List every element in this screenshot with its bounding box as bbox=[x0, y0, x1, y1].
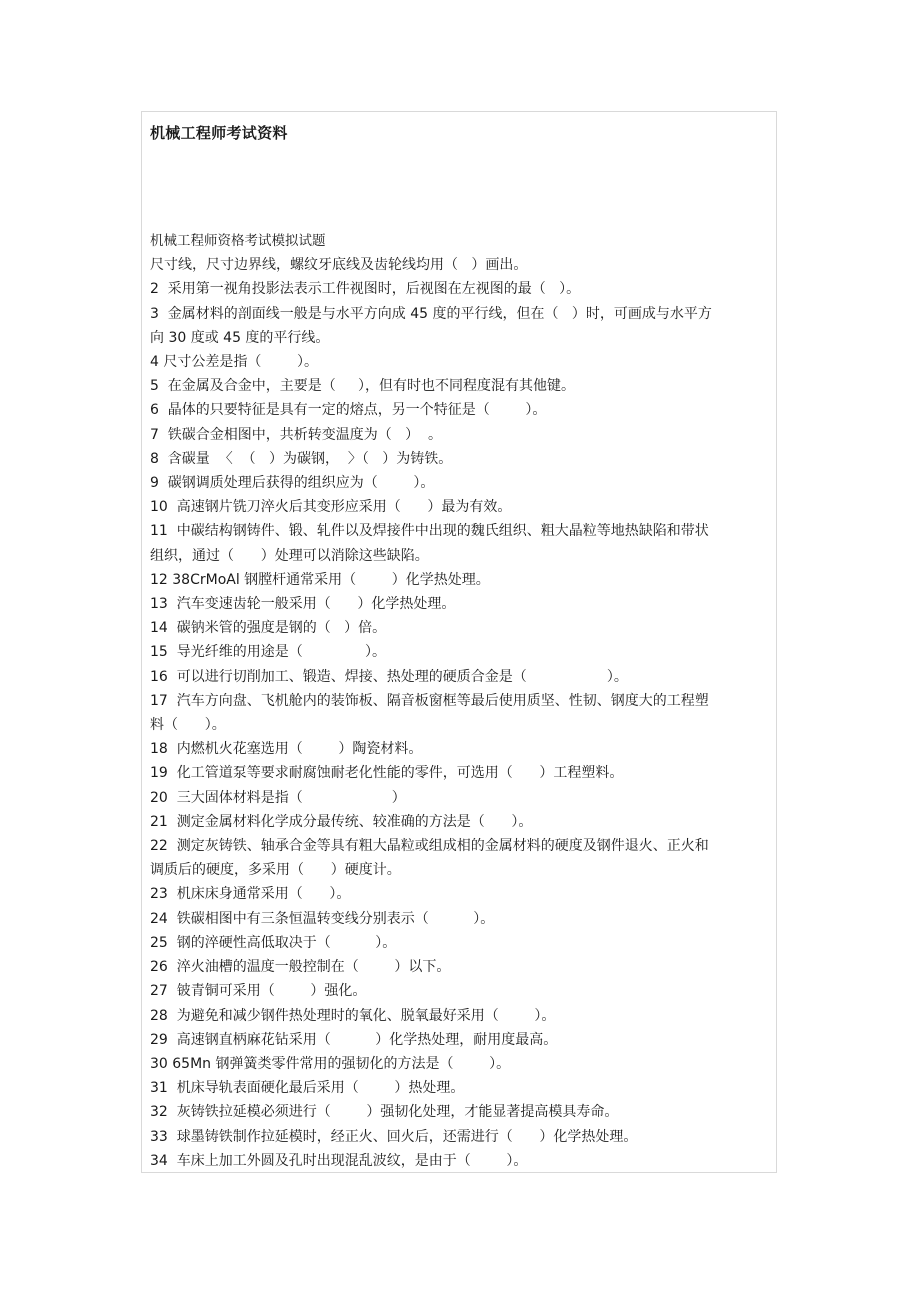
question-line: 6 晶体的只要特征是具有一定的熔点，另一个特征是（ ）。 bbox=[150, 402, 547, 419]
question-line: 17 汽车方向盘、飞机舱内的装饰板、隔音板窗框等最后使用质坚、性韧、钢度大的工程塑 bbox=[150, 692, 709, 709]
question-line: 33 球墨铸铁制作拉延模时，经正火、回火后，还需进行（ ）化学热处理。 bbox=[150, 1128, 638, 1145]
question-line: 24 铁碳相图中有三条恒温转变线分别表示（ ）。 bbox=[150, 910, 495, 927]
question-line: 21 测定金属材料化学成分最传统、较准确的方法是（ ）。 bbox=[150, 813, 533, 830]
question-line: 30 65Mn 钢弹簧类零件常用的强韧化的方法是（ ）。 bbox=[150, 1055, 511, 1072]
document-body bbox=[150, 229, 770, 1173]
question-line: 向 30 度或 45 度的平行线。 bbox=[150, 329, 330, 346]
question-line: 13 汽车变速齿轮一般采用（ ）化学热处理。 bbox=[150, 596, 456, 613]
question-line: 5 在金属及合金中，主要是（ ），但有时也不同程度混有其他键。 bbox=[150, 378, 576, 395]
question-line: 11 中碳结构钢铸件、锻、轧件以及焊接件中出现的魏氏组织、粗大晶粒等地热缺陷和带状 bbox=[150, 523, 709, 540]
question-line: 9 碳钢调质处理后获得的组织应为（ ）。 bbox=[150, 475, 435, 492]
question-line: 27 铍青铜可采用（ ）强化。 bbox=[150, 983, 367, 1000]
question-line: 料（ ）。 bbox=[150, 717, 226, 734]
question-line: 2 采用第一视角投影法表示工件视图时，后视图在左视图的最（ ）。 bbox=[150, 281, 581, 298]
question-line: 29 高速钢直柄麻花钻采用（ ）化学热处理，耐用度最高。 bbox=[150, 1031, 558, 1048]
question-line: 34 车床上加工外圆及孔时出现混乱波纹，是由于（ ）。 bbox=[150, 1152, 528, 1169]
question-line: 19 化工管道泵等要求耐腐蚀耐老化性能的零件，可选用（ ）工程塑料。 bbox=[150, 765, 624, 782]
question-line: 12 38CrMoAl 钢膛杆通常采用（ ）化学热处理。 bbox=[150, 571, 490, 588]
question-line: 15 导光纤维的用途是（ ）。 bbox=[150, 644, 387, 661]
question-line: 组织，通过（ ）处理可以消除这些缺陷。 bbox=[150, 547, 429, 564]
question-line: 14 碳钠米管的强度是钢的（ ）倍。 bbox=[150, 620, 387, 637]
document-title: 机械工程师考试资料 bbox=[150, 124, 288, 142]
question-line: 26 淬火油槽的温度一般控制在（ ）以下。 bbox=[150, 959, 451, 976]
question-line: 16 可以进行切削加工、锻造、焊接、热处理的硬质合金是（ ）。 bbox=[150, 668, 628, 685]
question-line: 调质后的硬度，多采用（ ）硬度计。 bbox=[150, 862, 401, 879]
question-line: 25 钢的淬硬性高低取决于（ ）。 bbox=[150, 934, 397, 951]
question-line: 3 金属材料的剖面线一般是与水平方向成 45 度的平行线，但在（ ）时，可画成与水平方 bbox=[150, 305, 712, 322]
question-line: 31 机床导轨表面硬化最后采用（ ）热处理。 bbox=[150, 1080, 465, 1097]
question-line: 7 铁碳合金相图中，共析转变温度为（ ） 。 bbox=[150, 426, 443, 443]
question-line: 32 灰铸铁拉延模必须进行（ ）强韧化处理，才能显著提高模具寿命。 bbox=[150, 1104, 619, 1121]
question-line: 20 三大固体材料是指（ ） bbox=[150, 789, 406, 806]
question-line: 尺寸线，尺寸边界线，螺纹牙底线及齿轮线均用（ ）画出。 bbox=[150, 257, 528, 274]
question-line: 23 机床床身通常采用（ ）。 bbox=[150, 886, 351, 903]
question-line: 8 含碳量 〈 （ ）为碳钢， 〉（ ）为铸铁。 bbox=[150, 450, 453, 467]
exam-subtitle: 机械工程师资格考试模拟试题 bbox=[150, 233, 326, 249]
question-line: 28 为避免和减少钢件热处理时的氧化、脱氧最好采用（ ）。 bbox=[150, 1007, 556, 1024]
question-line: 4 尺寸公差是指（ ）。 bbox=[150, 354, 318, 371]
question-line: 22 测定灰铸铁、轴承合金等具有粗大晶粒或组成相的金属材料的硬度及钢件退火、正火和 bbox=[150, 838, 709, 855]
question-line: 10 高速钢片铣刀淬火后其变形应采用（ ）最为有效。 bbox=[150, 499, 512, 516]
question-line: 18 内燃机火花塞选用（ ）陶瓷材料。 bbox=[150, 741, 423, 758]
